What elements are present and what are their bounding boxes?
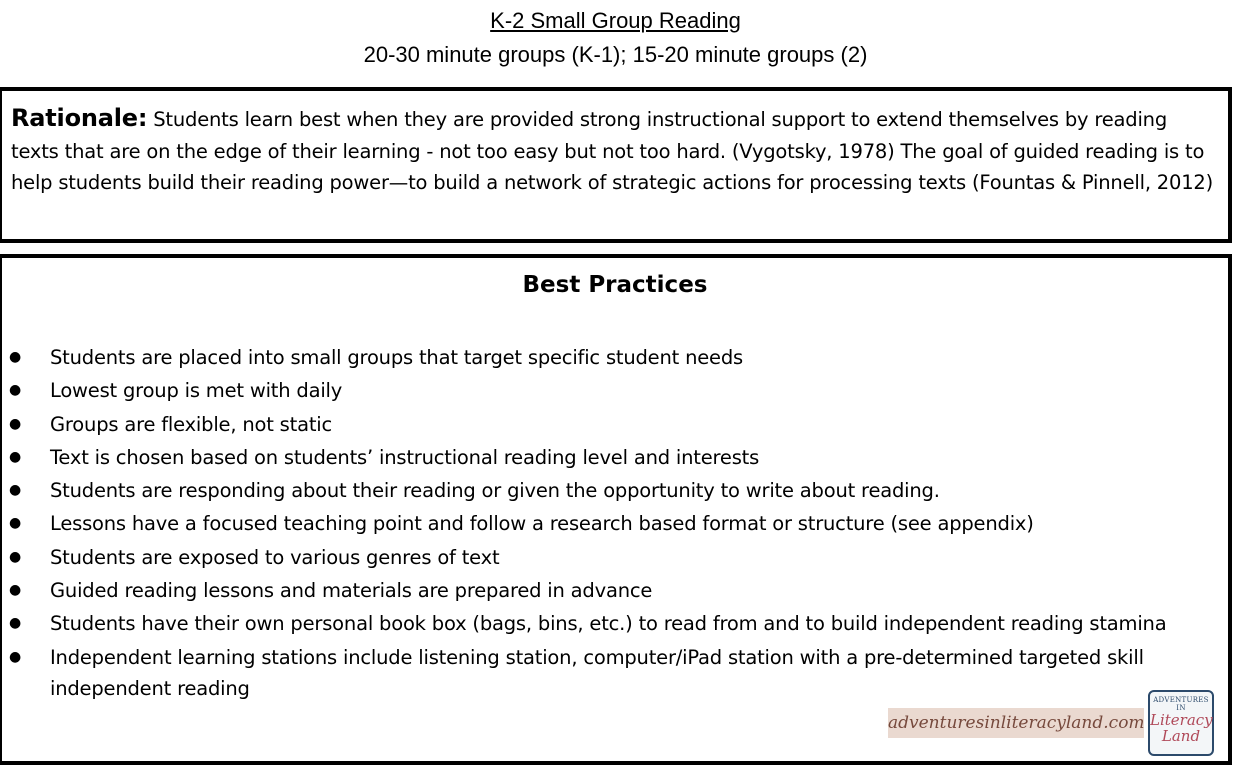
- bullet-icon: ●: [9, 482, 22, 499]
- watermark-logo: [888, 690, 1224, 756]
- rationale-label: Rationale:: [11, 104, 148, 132]
- list-item: [2, 575, 1222, 607]
- rationale-box: [0, 87, 1232, 243]
- bullet-icon: ●: [9, 615, 22, 632]
- bullet-icon: ●: [9, 648, 22, 665]
- list-item-text: Lowest group is met with daily: [50, 379, 343, 403]
- bullet-icon: ●: [9, 382, 22, 399]
- rationale-text: Students learn best when they are provided strong instructional support to extend themselves by reading texts that are on the edge of their learning - not too easy but not too hard. (Vygotsky, 1978) The goal of guided reading is to help students build their reading power—to build a network of strategic actions for processing texts (Fountas & Pinnell, 2012): [11, 108, 1214, 194]
- bullet-icon: ●: [9, 448, 22, 465]
- list-item: [2, 542, 1222, 574]
- list-item-text: Students are exposed to various genres of text: [50, 545, 500, 569]
- best-practices-heading: Best Practices: [522, 272, 708, 298]
- list-item: [2, 608, 1222, 640]
- list-item-text: Students are responding about their reading or given the opportunity to write about reading.: [50, 479, 940, 503]
- page-subtitle: 20-30 minute groups (K-1); 15-20 minute groups (2): [363, 42, 868, 67]
- list-item: [2, 442, 1222, 474]
- list-item: [2, 475, 1222, 507]
- badge-mid-text: Literacy: [1150, 711, 1213, 729]
- badge-bottom-text: Land: [1161, 727, 1201, 745]
- list-item-text: Text is chosen based on students’ instructional reading level and interests: [50, 445, 760, 469]
- list-item-text: Groups are flexible, not static: [50, 412, 333, 436]
- bullet-icon: ●: [9, 349, 22, 365]
- list-item: [2, 375, 1222, 407]
- page-title: K-2 Small Group Reading: [490, 8, 741, 33]
- page-header: [0, 4, 1231, 72]
- list-item-text: Guided reading lessons and materials are prepared in advance: [50, 579, 653, 603]
- watermark-url: adventuresinliteracyland.com: [888, 708, 1144, 738]
- literacy-land-badge: [1148, 690, 1214, 756]
- bullet-icon: ●: [9, 548, 22, 565]
- list-item-text: Independent learning stations include listening station, computer/iPad station with a pre-determined targeted skill independent reading: [50, 645, 1144, 701]
- bullet-icon: ●: [9, 515, 22, 532]
- list-item: [2, 409, 1222, 441]
- list-item: [2, 342, 1222, 374]
- best-practices-list: [2, 342, 1222, 706]
- best-practices-box: [0, 254, 1232, 765]
- bullet-icon: ●: [9, 415, 22, 432]
- list-item: [2, 508, 1222, 540]
- list-item-text: Students have their own personal book box (bags, bins, etc.) to read from and to build independent reading stamina: [50, 612, 1167, 636]
- badge-top-text: ADVENTURES IN: [1153, 696, 1209, 712]
- bullet-icon: ●: [9, 582, 22, 599]
- list-item-text: Students are placed into small groups that target specific student needs: [50, 346, 743, 369]
- list-item-text: Lessons have a focused teaching point and follow a research based format or structure (see appendix): [50, 512, 1034, 536]
